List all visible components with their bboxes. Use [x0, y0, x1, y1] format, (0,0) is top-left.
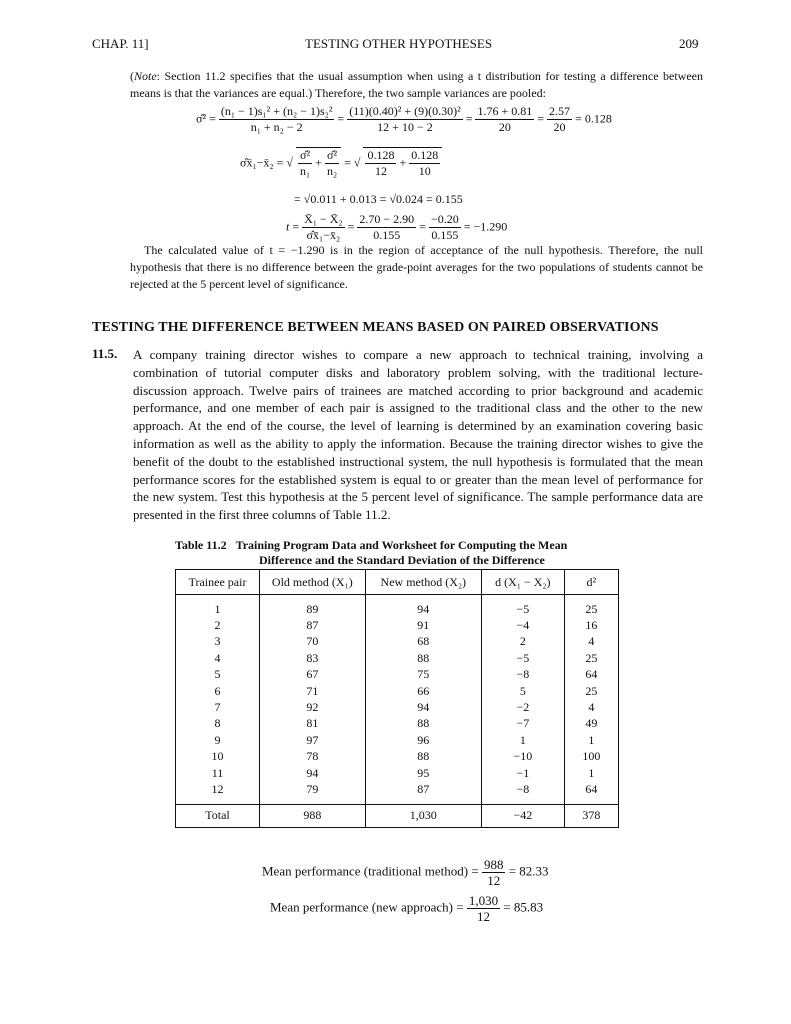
note-paragraph: (Note: Section 11.2 specifies that the usual assumption when using a t distribution for testing a difference between means is that the variances are equal.) Therefore, the two sample variances are pooled:: [130, 69, 703, 100]
table-cell: 5: [481, 683, 564, 699]
problem-text: A company training director wishes to compare a new approach to technical training, involving a combination of tutorial computer disks and laboratory problem solving, with the traditional lecture-discussion approach. Twelve pairs of trainees are matched according to prior background and academic performance, and one member of each pair is assigned to the traditional class and the other to the new approach. At the end of the course, the level of learning is determined by an examination covering basic information as well as the ability to apply the information. Because the training director wishes to give the benefit of the doubt to the established instructional system, the null hypothesis is formulated that the mean performance scores for the established system is equal to or greater than the mean level of performance for the new system. Test this hypothesis at the 5 percent level of significance. The sample performance data are presented in the first three columns of Table 11.2.: [133, 347, 703, 523]
table-cell: 71: [260, 683, 366, 699]
table-cell: 7: [176, 699, 260, 715]
table-cell: −10: [481, 749, 564, 765]
t-num-3: −0.20: [430, 212, 459, 226]
se-radicand-2: $\frac{0.128}{12}$ + $\frac{0.128}{10}$: [363, 147, 442, 179]
table-cell: −7: [481, 716, 564, 732]
header-difference-squared: d²: [564, 570, 618, 595]
table-cell: 4: [564, 699, 618, 715]
se-b-den: n₂: [326, 164, 338, 178]
header-old-method: Old method (X₁): [260, 570, 366, 595]
table-row: [176, 650, 619, 666]
mean-new-label: Mean performance (new approach) =: [270, 899, 464, 915]
table-cell: 1: [564, 765, 618, 781]
total-cell: 378: [564, 804, 618, 827]
pooled-result: = 0.128: [575, 111, 612, 126]
table-caption-label: Table 11.2: [175, 538, 227, 552]
table-cell: 88: [365, 716, 481, 732]
table-cell: −2: [481, 699, 564, 715]
t-num-1: X̄₁ − X̄₂: [304, 212, 343, 226]
total-cell: 1,030: [365, 804, 481, 827]
pooled-den-2: 12 + 10 − 2: [377, 120, 433, 134]
mean-new-frac: [467, 893, 500, 924]
table-row: [176, 765, 619, 781]
table-cell: 5: [176, 667, 260, 683]
mean-traditional-den: 12: [487, 873, 501, 888]
table-cell: 64: [564, 781, 618, 804]
running-head-title: TESTING OTHER HYPOTHESES: [305, 36, 493, 51]
t-frac-1: [302, 212, 344, 243]
table-cell: 16: [564, 617, 618, 633]
table-cell: 8: [176, 716, 260, 732]
table-row: [176, 749, 619, 765]
table-cell: 92: [260, 699, 366, 715]
table-row: [176, 732, 619, 748]
table-row: [176, 667, 619, 683]
pooled-num-1: (n₁ − 1)s₁² + (n₂ − 1)s₂²: [220, 104, 333, 118]
table-cell: 94: [260, 765, 366, 781]
table-row: [176, 699, 619, 715]
total-cell: 988: [260, 804, 366, 827]
table-cell: −8: [481, 781, 564, 804]
table-cell: 67: [260, 667, 366, 683]
pooled-variance-equation: σ̂² = $\frac{\text{(n₁ − 1)s₁² + (n₂ − 1)s₂²}}{\text{n₁ + n₂ − 2}}$ = $\frac{\text{(11)(0.40)² + (9)(0.30)²}}{12 + 10 - 2}$ = $\frac{1.76 + 0.81}{20}$ = $\frac{2.57}{20}$ = 0.128: [196, 104, 612, 134]
pooled-lhs: σ̂²: [196, 111, 207, 126]
table-cell: 89: [260, 595, 366, 618]
mean-new-den: 12: [476, 909, 490, 924]
pooled-frac-3: [475, 104, 534, 135]
se-d-den: 10: [418, 164, 431, 178]
table-row: [176, 716, 619, 732]
table-cell: 25: [564, 595, 618, 618]
table-total-row: [176, 804, 619, 827]
table-row: [176, 634, 619, 650]
se-a-den: n₁: [299, 164, 311, 178]
table-cell: 66: [365, 683, 481, 699]
t-statistic-equation: t = $\frac{\text{X̄₁ − X̄₂}}{\text{σ̂x̄₁−x̄₂}}$ = $\frac{2.70 - 2.90}{0.155}$ = $\frac{-0.20}{0.155}$ = −1.290: [286, 212, 508, 242]
table-cell: 64: [564, 667, 618, 683]
table-cell: 1: [481, 732, 564, 748]
table-cell: 83: [260, 650, 366, 666]
table-cell: −1: [481, 765, 564, 781]
se-c-num: 0.128: [367, 148, 395, 162]
mean-traditional-frac: [482, 857, 506, 888]
table-header-row: [176, 570, 619, 595]
se-second-line: = √0.011 + 0.013 = √0.024 = 0.155: [294, 192, 463, 206]
mean-traditional-label: Mean performance (traditional method) =: [262, 863, 479, 879]
t-frac-3: [429, 212, 461, 243]
pooled-num-3: 1.76 + 0.81: [477, 104, 533, 118]
total-cell: Total: [176, 804, 260, 827]
t-den-3: 0.155: [431, 228, 459, 242]
table-cell: −5: [481, 650, 564, 666]
mean-new-result: = 85.83: [503, 899, 544, 915]
header-difference: d (X₁ − X₂): [481, 570, 564, 595]
mean-new-num: 1,030: [468, 893, 499, 908]
t-den-2: 0.155: [373, 228, 401, 242]
table-row: [176, 617, 619, 633]
se-lhs: σ̂x̄₁−x̄₂: [240, 155, 274, 170]
table-cell: 3: [176, 634, 260, 650]
running-head-chapter: CHAP. 11]: [92, 36, 149, 51]
mean-traditional: [262, 857, 549, 888]
pooled-num-2: (11)(0.40)² + (9)(0.30)²: [349, 104, 461, 118]
se-b-num: σ̂²: [325, 148, 339, 164]
table-cell: 11: [176, 765, 260, 781]
se-d-num: 0.128: [411, 148, 439, 162]
pooled-frac-2: [347, 104, 463, 135]
table-row: [176, 683, 619, 699]
table-cell: 78: [260, 749, 366, 765]
pooled-num-4: 2.57: [549, 104, 571, 118]
table-cell: 1: [564, 732, 618, 748]
table-cell: 1: [176, 595, 260, 618]
pooled-den-4: 20: [553, 120, 566, 134]
table-cell: 25: [564, 650, 618, 666]
table-caption: [175, 538, 567, 568]
t-lhs: t: [286, 219, 290, 234]
problem-number: 11.5.: [92, 346, 118, 361]
table-cell: 91: [365, 617, 481, 633]
header-new-method: New method (X₂): [365, 570, 481, 595]
table-cell: 49: [564, 716, 618, 732]
pooled-frac-1: [219, 104, 335, 135]
table-cell: 95: [365, 765, 481, 781]
table-cell: 100: [564, 749, 618, 765]
se-radicand-1: $\frac{\text{σ̂²}}{\text{n₁}}$ + $\frac{\text{σ̂²}}{\text{n₂}}$: [296, 147, 341, 179]
table-cell: −8: [481, 667, 564, 683]
table-cell: 4: [176, 650, 260, 666]
header-trainee-pair: Trainee pair: [176, 570, 260, 595]
pooled-den-1: n₁ + n₂ − 2: [250, 120, 303, 134]
se-a-num: σ̂²: [298, 148, 312, 164]
training-data-table: [175, 569, 619, 828]
section-heading: TESTING THE DIFFERENCE BETWEEN MEANS BASED ON PAIRED OBSERVATIONS: [92, 320, 659, 335]
table-cell: 97: [260, 732, 366, 748]
pooled-frac-4: [547, 104, 572, 135]
t-frac-2: [357, 212, 416, 243]
mean-traditional-result: = 82.33: [508, 863, 549, 879]
table-cell: 88: [365, 749, 481, 765]
t-num-2: 2.70 − 2.90: [359, 212, 415, 226]
table-cell: 96: [365, 732, 481, 748]
pooled-den-3: 20: [498, 120, 511, 134]
note-text: Section 11.2 specifies that the usual assumption when using a t distribution for testing a difference between means is that the variances are equal.) Therefore, the two sample variances are pooled:: [130, 69, 703, 100]
table-cell: 70: [260, 634, 366, 650]
se-c-den: 12: [374, 164, 387, 178]
mean-traditional-num: 988: [483, 857, 504, 872]
table-cell: −5: [481, 595, 564, 618]
total-cell: −42: [481, 804, 564, 827]
note-label: Note: [134, 69, 157, 83]
table-cell: 87: [260, 617, 366, 633]
table-cell: 87: [365, 781, 481, 804]
conclusion-paragraph: The calculated value of t = −1.290 is in the region of acceptance of the null hypothesis. Therefore, the null hypothesis that there is no difference between the grade-point averages for the two populations of students cannot be rejected at the 5 percent level of significance.: [130, 243, 703, 291]
table-cell: 4: [564, 634, 618, 650]
table-cell: 79: [260, 781, 366, 804]
table-cell: 25: [564, 683, 618, 699]
mean-new: [270, 893, 543, 924]
table-cell: 2: [176, 617, 260, 633]
table-row: [176, 595, 619, 618]
table-cell: 94: [365, 699, 481, 715]
table-cell: −4: [481, 617, 564, 633]
table-caption-line-1: Training Program Data and Worksheet for Computing the Mean: [235, 538, 568, 552]
table-cell: 10: [176, 749, 260, 765]
table-cell: 12: [176, 781, 260, 804]
page-number: 209: [679, 36, 699, 51]
t-result: = −1.290: [463, 219, 508, 234]
table-cell: 81: [260, 716, 366, 732]
table-caption-line-2: Difference and the Standard Deviation of the Difference: [259, 553, 545, 567]
table-cell: 88: [365, 650, 481, 666]
t-den-1: σ̂x̄₁−x̄₂: [306, 228, 341, 242]
table-cell: 2: [481, 634, 564, 650]
table-body: [176, 595, 619, 828]
table-cell: 75: [365, 667, 481, 683]
standard-error-equation: σ̂x̄₁−x̄₂ = √ $\frac{\text{σ̂²}}{\text{n₁}}$ + $\frac{\text{σ̂²}}{\text{n₂}}$ = √ $\frac{0.128}{12}$ + $\frac{0.128}{10}$: [240, 147, 442, 179]
table-row: [176, 781, 619, 804]
table-cell: 68: [365, 634, 481, 650]
table-cell: 94: [365, 595, 481, 618]
table-cell: 6: [176, 683, 260, 699]
table-cell: 9: [176, 732, 260, 748]
